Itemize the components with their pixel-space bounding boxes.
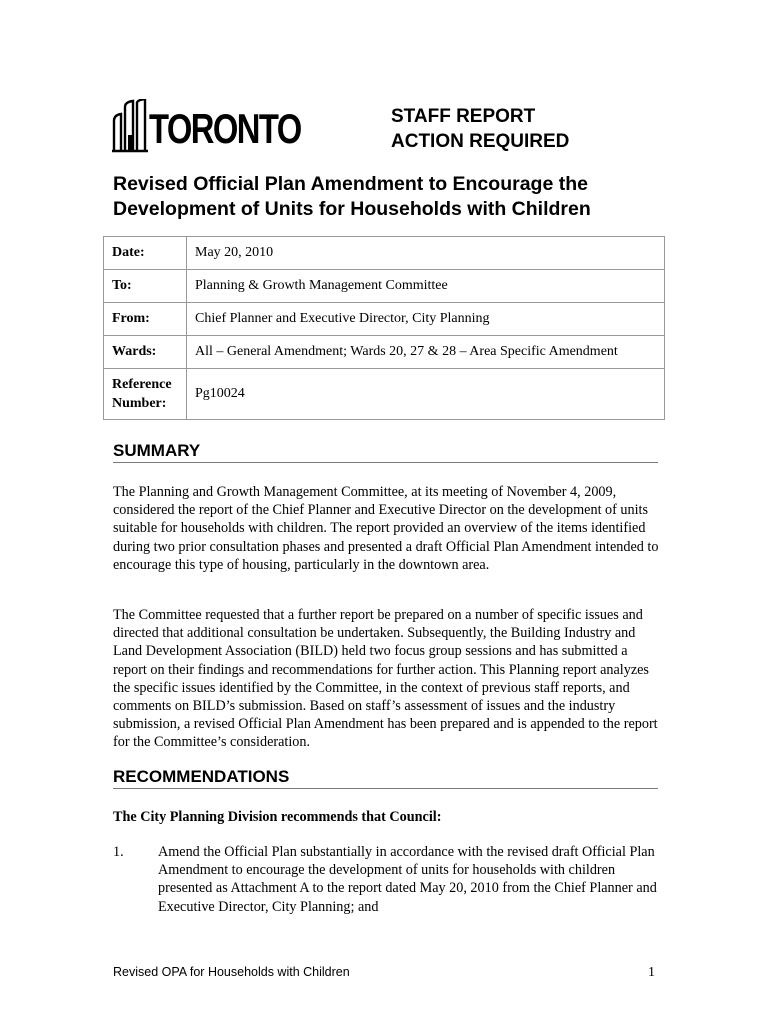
- table-row: [104, 237, 665, 270]
- report-type: [391, 104, 569, 154]
- to-value: Planning & Growth Management Committee: [187, 270, 665, 303]
- reference-value: Pg10024: [187, 369, 665, 420]
- reference-label-line2: Number:: [112, 396, 167, 411]
- report-title: Revised Official Plan Amendment to Encourage the Development of Units for Households with Children: [113, 173, 591, 220]
- date-label: Date:: [104, 237, 187, 270]
- wards-label: Wards:: [104, 336, 187, 369]
- toronto-logo: [111, 99, 301, 155]
- table-row: [104, 336, 665, 369]
- summary-divider: [113, 462, 658, 463]
- info-table: [103, 236, 665, 420]
- reference-label: [104, 369, 187, 420]
- summary-paragraph-2: The Committee requested that a further report be prepared on a number of specific issues and directed that additional consultation be undertaken. Subsequently, the Building Industry and Land Development Association (BILD) held two focus group sessions and has submitted a report on their findings and recommendations for further action. This Planning report analyzes the specific issues identified by the Committee, in the context of previous staff reports, and comments on BILD’s submission. Based on staff’s assessment of issues and the industry submission, a revised Official Plan Amendment has been prepared and is appended to the report for the Committee’s consideration.: [113, 607, 658, 751]
- reference-label-line1: Reference: [112, 377, 172, 392]
- report-type-line2: ACTION REQUIRED: [391, 131, 570, 152]
- footer-title: Revised OPA for Households with Children: [113, 965, 350, 979]
- table-row: [104, 369, 665, 420]
- wards-value: All – General Amendment; Wards 20, 27 & 28 – Area Specific Amendment: [187, 336, 665, 369]
- recommendations-lead: The City Planning Division recommends that Council:: [113, 809, 442, 825]
- recommendation-text: Amend the Official Plan substantially in accordance with the revised draft Official Plan Amendment to encourage the development of units for households with children presented as Attachment A to the report dated May 20, 2010 from the Chief Planner and Executive Director, City Planning; and: [158, 844, 657, 915]
- to-label: To:: [104, 270, 187, 303]
- recommendation-number: 1.: [113, 844, 124, 860]
- city-hall-icon: [111, 99, 151, 155]
- from-label: From:: [104, 303, 187, 336]
- table-row: [104, 303, 665, 336]
- recommendations-divider: [113, 788, 658, 789]
- table-row: [104, 270, 665, 303]
- page-number: 1: [648, 965, 655, 980]
- date-value: May 20, 2010: [187, 237, 665, 270]
- summary-heading: SUMMARY: [113, 441, 201, 460]
- recommendations-heading: RECOMMENDATIONS: [113, 767, 290, 786]
- report-type-line1: STAFF REPORT: [391, 106, 536, 127]
- from-value: Chief Planner and Executive Director, City Planning: [187, 303, 665, 336]
- summary-paragraph-1: The Planning and Growth Management Committee, at its meeting of November 4, 2009, considered the report of the Chief Planner and Executive Director on the development of units suitable for households with children. The report provided an overview of the items identified during two prior consultation phases and presented a draft Official Plan Amendment intended to encourage this type of housing, particularly in the downtown area.: [113, 484, 659, 573]
- logo-wordmark: TORONTO: [149, 105, 301, 152]
